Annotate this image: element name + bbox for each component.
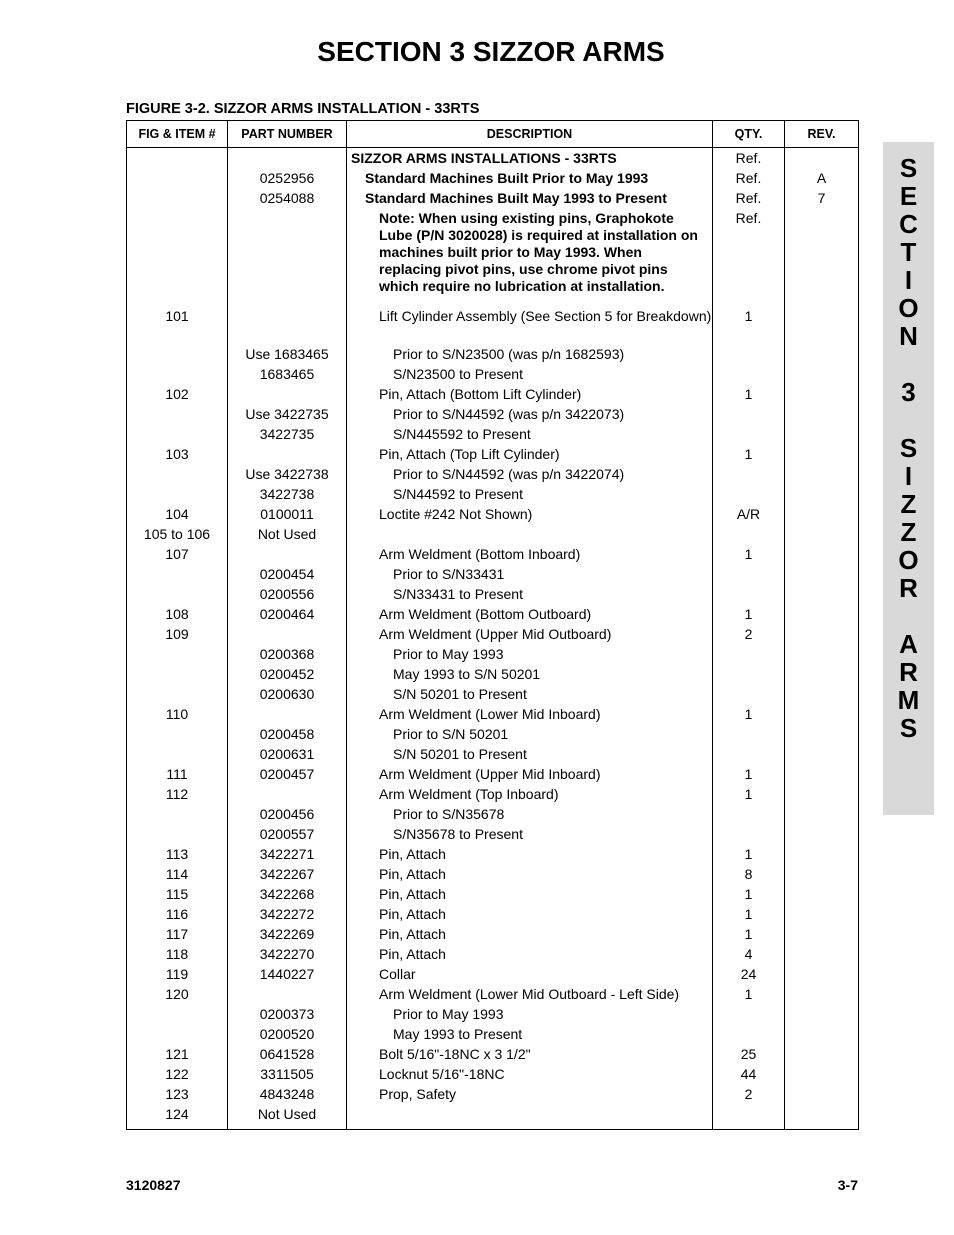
cell-rev <box>785 886 859 906</box>
cell-fig-item: 103 <box>127 446 228 466</box>
cell-fig-item: 111 <box>127 766 228 786</box>
cell-description: Prior to S/N44592 (was p/n 3422074) <box>347 466 713 486</box>
side-tab-letter: C <box>899 209 918 239</box>
cell-description: Prior to S/N33431 <box>347 566 713 586</box>
table-row <box>127 526 859 546</box>
cell-fig-item <box>127 346 228 366</box>
side-tab-letter: O <box>898 293 919 323</box>
cell-part-number: 0200556 <box>228 586 347 606</box>
cell-qty: 1 <box>713 846 785 866</box>
col-header-qty: QTY. <box>713 121 785 148</box>
col-header-description: DESCRIPTION <box>347 121 713 148</box>
cell-fig-item: 114 <box>127 866 228 886</box>
cell-rev <box>785 766 859 786</box>
cell-description: Note: When using existing pins, Graphokote Lube (P/N 3020028) is required at installation on machines built prior to May 1993. When replacing pivot pins, use chrome pivot pins which require no lubrication at installation. <box>347 210 713 308</box>
cell-qty <box>713 686 785 706</box>
side-tab-label <box>883 142 934 742</box>
cell-qty <box>713 426 785 446</box>
cell-fig-item <box>127 826 228 846</box>
cell-qty: 2 <box>713 1086 785 1106</box>
cell-description: Arm Weldment (Upper Mid Inboard) <box>347 766 713 786</box>
cell-rev <box>785 966 859 986</box>
cell-fig-item: 123 <box>127 1086 228 1106</box>
cell-fig-item: 107 <box>127 546 228 566</box>
cell-description: Pin, Attach <box>347 846 713 866</box>
cell-part-number: 0200456 <box>228 806 347 826</box>
cell-qty <box>713 566 785 586</box>
cell-qty: 24 <box>713 966 785 986</box>
table-row <box>127 486 859 506</box>
cell-description: Bolt 5/16"-18NC x 3 1/2" <box>347 1046 713 1066</box>
parts-table <box>126 120 859 1130</box>
table-row <box>127 346 859 366</box>
cell-part-number: 3422270 <box>228 946 347 966</box>
table-row <box>127 506 859 526</box>
cell-part-number: 0200464 <box>228 606 347 626</box>
cell-qty: Ref. <box>713 148 785 171</box>
cell-description: Arm Weldment (Upper Mid Outboard) <box>347 626 713 646</box>
side-tab-letter: S <box>899 713 918 743</box>
footer-doc-number: 3120827 <box>126 1177 181 1193</box>
cell-part-number: 3422268 <box>228 886 347 906</box>
cell-part-number <box>228 706 347 726</box>
table-row <box>127 1106 859 1130</box>
table-row <box>127 426 859 446</box>
cell-rev <box>785 826 859 846</box>
cell-description: Prior to May 1993 <box>347 1006 713 1026</box>
cell-qty: 1 <box>713 786 785 806</box>
cell-rev <box>785 566 859 586</box>
cell-qty: 2 <box>713 626 785 646</box>
table-row <box>127 308 859 346</box>
cell-qty: 1 <box>713 308 785 346</box>
table-row <box>127 190 859 210</box>
cell-description: Arm Weldment (Lower Mid Inboard) <box>347 706 713 726</box>
cell-description: Prior to S/N 50201 <box>347 726 713 746</box>
cell-description: Pin, Attach (Top Lift Cylinder) <box>347 446 713 466</box>
table-row <box>127 386 859 406</box>
table-row <box>127 606 859 626</box>
cell-qty: Ref. <box>713 170 785 190</box>
cell-qty <box>713 406 785 426</box>
cell-rev <box>785 406 859 426</box>
cell-fig-item <box>127 170 228 190</box>
cell-description: Pin, Attach (Bottom Lift Cylinder) <box>347 386 713 406</box>
cell-fig-item <box>127 586 228 606</box>
cell-description: S/N35678 to Present <box>347 826 713 846</box>
cell-fig-item <box>127 190 228 210</box>
cell-rev <box>785 606 859 626</box>
side-tab-letter: M <box>897 685 920 715</box>
cell-description: Prior to May 1993 <box>347 646 713 666</box>
cell-rev <box>785 1106 859 1130</box>
cell-rev <box>785 586 859 606</box>
cell-rev: 7 <box>785 190 859 210</box>
cell-fig-item <box>127 726 228 746</box>
table-row <box>127 886 859 906</box>
cell-description: S/N445592 to Present <box>347 426 713 446</box>
cell-fig-item: 122 <box>127 1066 228 1086</box>
cell-fig-item <box>127 1006 228 1026</box>
cell-qty: Ref. <box>713 210 785 308</box>
cell-fig-item <box>127 566 228 586</box>
side-tab-letter: R <box>899 573 918 603</box>
cell-fig-item: 124 <box>127 1106 228 1130</box>
cell-fig-item: 110 <box>127 706 228 726</box>
table-row <box>127 706 859 726</box>
cell-part-number: Use 3422738 <box>228 466 347 486</box>
figure-title: FIGURE 3-2. SIZZOR ARMS INSTALLATION - 33RTS <box>126 101 480 117</box>
cell-rev <box>785 726 859 746</box>
cell-description: Locknut 5/16"-18NC <box>347 1066 713 1086</box>
table-row <box>127 726 859 746</box>
table-row <box>127 466 859 486</box>
cell-qty: Ref. <box>713 190 785 210</box>
side-tab-letter: Z <box>900 517 917 547</box>
cell-qty <box>713 466 785 486</box>
cell-rev <box>785 706 859 726</box>
cell-qty <box>713 1026 785 1046</box>
cell-rev <box>785 1006 859 1026</box>
table-row <box>127 446 859 466</box>
cell-rev <box>785 626 859 646</box>
side-tab-letter: O <box>898 545 919 575</box>
section-side-tab <box>883 142 934 815</box>
table-row <box>127 1066 859 1086</box>
cell-qty: 1 <box>713 386 785 406</box>
side-tab-letter: E <box>899 181 918 211</box>
cell-description: Arm Weldment (Bottom Inboard) <box>347 546 713 566</box>
cell-qty <box>713 806 785 826</box>
cell-part-number: 3422269 <box>228 926 347 946</box>
table-row <box>127 666 859 686</box>
cell-qty <box>713 746 785 766</box>
cell-fig-item: 121 <box>127 1046 228 1066</box>
cell-part-number <box>228 546 347 566</box>
cell-part-number: 0200373 <box>228 1006 347 1026</box>
cell-rev <box>785 1046 859 1066</box>
cell-rev <box>785 746 859 766</box>
cell-description <box>347 1106 713 1130</box>
cell-rev <box>785 686 859 706</box>
cell-rev <box>785 786 859 806</box>
table-row <box>127 906 859 926</box>
cell-fig-item <box>127 366 228 386</box>
cell-rev <box>785 666 859 686</box>
cell-qty: 1 <box>713 906 785 926</box>
side-tab-letter: A <box>899 629 918 659</box>
cell-qty: 1 <box>713 706 785 726</box>
cell-rev <box>785 446 859 466</box>
cell-rev <box>785 366 859 386</box>
cell-rev <box>785 426 859 446</box>
cell-description: May 1993 to Present <box>347 1026 713 1046</box>
cell-part-number: Not Used <box>228 526 347 546</box>
cell-rev <box>785 906 859 926</box>
cell-description: SIZZOR ARMS INSTALLATIONS - 33RTS <box>347 148 713 171</box>
cell-description: Arm Weldment (Bottom Outboard) <box>347 606 713 626</box>
footer-page-number: 3-7 <box>837 1177 858 1193</box>
cell-description: Collar <box>347 966 713 986</box>
parts-table-body <box>127 148 859 1130</box>
table-row <box>127 866 859 886</box>
cell-fig-item <box>127 806 228 826</box>
cell-description: Lift Cylinder Assembly (See Section 5 for Breakdown) <box>347 308 713 346</box>
cell-part-number: 0200630 <box>228 686 347 706</box>
cell-part-number: 3311505 <box>228 1066 347 1086</box>
cell-qty <box>713 1106 785 1130</box>
cell-fig-item <box>127 1026 228 1046</box>
cell-qty: 1 <box>713 766 785 786</box>
cell-part-number: Use 1683465 <box>228 346 347 366</box>
cell-rev <box>785 926 859 946</box>
cell-description: Arm Weldment (Lower Mid Outboard - Left Side) <box>347 986 713 1006</box>
cell-description: Prior to S/N35678 <box>347 806 713 826</box>
col-header-rev: REV. <box>785 121 859 148</box>
cell-part-number: 3422738 <box>228 486 347 506</box>
side-tab-letter: S <box>899 153 918 183</box>
table-row <box>127 586 859 606</box>
cell-qty <box>713 366 785 386</box>
cell-qty <box>713 586 785 606</box>
cell-qty: 1 <box>713 446 785 466</box>
table-row <box>127 148 859 171</box>
table-row <box>127 786 859 806</box>
cell-fig-item: 116 <box>127 906 228 926</box>
cell-part-number: 0200457 <box>228 766 347 786</box>
cell-part-number: 3422267 <box>228 866 347 886</box>
cell-part-number <box>228 626 347 646</box>
cell-part-number <box>228 210 347 308</box>
cell-qty: 1 <box>713 986 785 1006</box>
cell-fig-item <box>127 426 228 446</box>
cell-part-number: 4843248 <box>228 1086 347 1106</box>
side-tab-letter: Z <box>900 489 917 519</box>
table-row <box>127 170 859 190</box>
cell-qty <box>713 666 785 686</box>
cell-rev <box>785 946 859 966</box>
cell-qty <box>713 486 785 506</box>
table-row <box>127 546 859 566</box>
cell-part-number: 3422735 <box>228 426 347 446</box>
cell-description: Prop, Safety <box>347 1086 713 1106</box>
cell-qty: A/R <box>713 506 785 526</box>
cell-description: Pin, Attach <box>347 926 713 946</box>
col-header-fig-item: FIG & ITEM # <box>127 121 228 148</box>
cell-part-number: 0254088 <box>228 190 347 210</box>
side-tab-letter: 3 <box>901 377 916 407</box>
cell-part-number: 1440227 <box>228 966 347 986</box>
cell-rev <box>785 646 859 666</box>
table-row <box>127 1026 859 1046</box>
side-tab-letter: R <box>899 657 918 687</box>
cell-part-number <box>228 786 347 806</box>
cell-qty <box>713 1006 785 1026</box>
table-header-row <box>127 121 859 148</box>
cell-part-number <box>228 148 347 171</box>
cell-description: S/N33431 to Present <box>347 586 713 606</box>
cell-rev <box>785 986 859 1006</box>
cell-description: Prior to S/N44592 (was p/n 3422073) <box>347 406 713 426</box>
table-row <box>127 946 859 966</box>
section-title: SECTION 3 SIZZOR ARMS <box>317 36 665 67</box>
cell-rev <box>785 1026 859 1046</box>
cell-description: Pin, Attach <box>347 886 713 906</box>
cell-rev <box>785 866 859 886</box>
cell-part-number: 0200454 <box>228 566 347 586</box>
table-row <box>127 566 859 586</box>
cell-fig-item <box>127 486 228 506</box>
table-row <box>127 1086 859 1106</box>
cell-fig-item: 108 <box>127 606 228 626</box>
cell-qty: 1 <box>713 886 785 906</box>
cell-description: Pin, Attach <box>347 866 713 886</box>
table-row <box>127 766 859 786</box>
table-row <box>127 1046 859 1066</box>
cell-rev <box>785 1086 859 1106</box>
cell-part-number: 0200520 <box>228 1026 347 1046</box>
cell-description: Prior to S/N23500 (was p/n 1682593) <box>347 346 713 366</box>
cell-description: May 1993 to S/N 50201 <box>347 666 713 686</box>
cell-rev <box>785 806 859 826</box>
cell-qty <box>713 826 785 846</box>
cell-part-number: 3422271 <box>228 846 347 866</box>
cell-description: S/N23500 to Present <box>347 366 713 386</box>
cell-fig-item <box>127 666 228 686</box>
cell-rev <box>785 148 859 171</box>
cell-qty <box>713 726 785 746</box>
cell-part-number: 0200557 <box>228 826 347 846</box>
cell-description: Standard Machines Built May 1993 to Present <box>347 190 713 210</box>
cell-rev <box>785 386 859 406</box>
cell-qty <box>713 526 785 546</box>
cell-qty <box>713 646 785 666</box>
cell-part-number: Use 3422735 <box>228 406 347 426</box>
table-row <box>127 1006 859 1026</box>
side-tab-letter: I <box>904 461 913 491</box>
cell-part-number: 0200631 <box>228 746 347 766</box>
cell-description: Loctite #242 Not Shown) <box>347 506 713 526</box>
cell-fig-item: 109 <box>127 626 228 646</box>
cell-part-number: Not Used <box>228 1106 347 1130</box>
cell-part-number <box>228 386 347 406</box>
cell-fig-item: 120 <box>127 986 228 1006</box>
cell-description: Pin, Attach <box>347 946 713 966</box>
cell-rev <box>785 486 859 506</box>
table-row <box>127 626 859 646</box>
cell-fig-item <box>127 686 228 706</box>
cell-part-number <box>228 308 347 346</box>
table-row <box>127 210 859 308</box>
cell-part-number: 3422272 <box>228 906 347 926</box>
cell-part-number: 0252956 <box>228 170 347 190</box>
cell-fig-item: 117 <box>127 926 228 946</box>
cell-qty: 4 <box>713 946 785 966</box>
cell-part-number: 0200368 <box>228 646 347 666</box>
cell-rev <box>785 346 859 366</box>
table-row <box>127 846 859 866</box>
cell-fig-item: 115 <box>127 886 228 906</box>
table-row <box>127 746 859 766</box>
cell-description: S/N 50201 to Present <box>347 686 713 706</box>
table-row <box>127 406 859 426</box>
cell-qty: 1 <box>713 606 785 626</box>
cell-description: Pin, Attach <box>347 906 713 926</box>
cell-fig-item <box>127 466 228 486</box>
cell-description: S/N44592 to Present <box>347 486 713 506</box>
side-tab-letter: S <box>899 433 918 463</box>
table-row <box>127 986 859 1006</box>
cell-rev <box>785 506 859 526</box>
cell-rev <box>785 466 859 486</box>
cell-fig-item <box>127 406 228 426</box>
table-row <box>127 826 859 846</box>
cell-qty <box>713 346 785 366</box>
cell-part-number <box>228 446 347 466</box>
cell-fig-item <box>127 646 228 666</box>
cell-part-number: 0100011 <box>228 506 347 526</box>
cell-rev <box>785 846 859 866</box>
cell-description: Arm Weldment (Top Inboard) <box>347 786 713 806</box>
cell-part-number: 1683465 <box>228 366 347 386</box>
cell-description: S/N 50201 to Present <box>347 746 713 766</box>
cell-description: Standard Machines Built Prior to May 1993 <box>347 170 713 190</box>
cell-fig-item: 105 to 106 <box>127 526 228 546</box>
cell-qty: 1 <box>713 546 785 566</box>
cell-part-number: 0200458 <box>228 726 347 746</box>
cell-fig-item: 102 <box>127 386 228 406</box>
cell-rev <box>785 308 859 346</box>
col-header-part-number: PART NUMBER <box>228 121 347 148</box>
cell-fig-item: 113 <box>127 846 228 866</box>
cell-qty: 44 <box>713 1066 785 1086</box>
cell-rev <box>785 546 859 566</box>
cell-fig-item: 104 <box>127 506 228 526</box>
cell-part-number: 0200452 <box>228 666 347 686</box>
cell-part-number <box>228 986 347 1006</box>
cell-qty: 1 <box>713 926 785 946</box>
cell-rev <box>785 526 859 546</box>
table-row <box>127 366 859 386</box>
cell-fig-item: 101 <box>127 308 228 346</box>
table-row <box>127 646 859 666</box>
table-row <box>127 686 859 706</box>
cell-part-number: 0641528 <box>228 1046 347 1066</box>
cell-fig-item: 119 <box>127 966 228 986</box>
cell-fig-item <box>127 148 228 171</box>
cell-rev <box>785 210 859 308</box>
side-tab-letter: N <box>899 321 918 351</box>
table-row <box>127 926 859 946</box>
cell-rev <box>785 1066 859 1086</box>
cell-fig-item <box>127 746 228 766</box>
table-row <box>127 966 859 986</box>
cell-qty: 25 <box>713 1046 785 1066</box>
side-tab-letter: I <box>904 265 913 295</box>
side-tab-letter: T <box>900 237 917 267</box>
cell-fig-item: 118 <box>127 946 228 966</box>
table-row <box>127 806 859 826</box>
cell-description <box>347 526 713 546</box>
cell-rev: A <box>785 170 859 190</box>
cell-qty: 8 <box>713 866 785 886</box>
cell-fig-item <box>127 210 228 308</box>
cell-fig-item: 112 <box>127 786 228 806</box>
